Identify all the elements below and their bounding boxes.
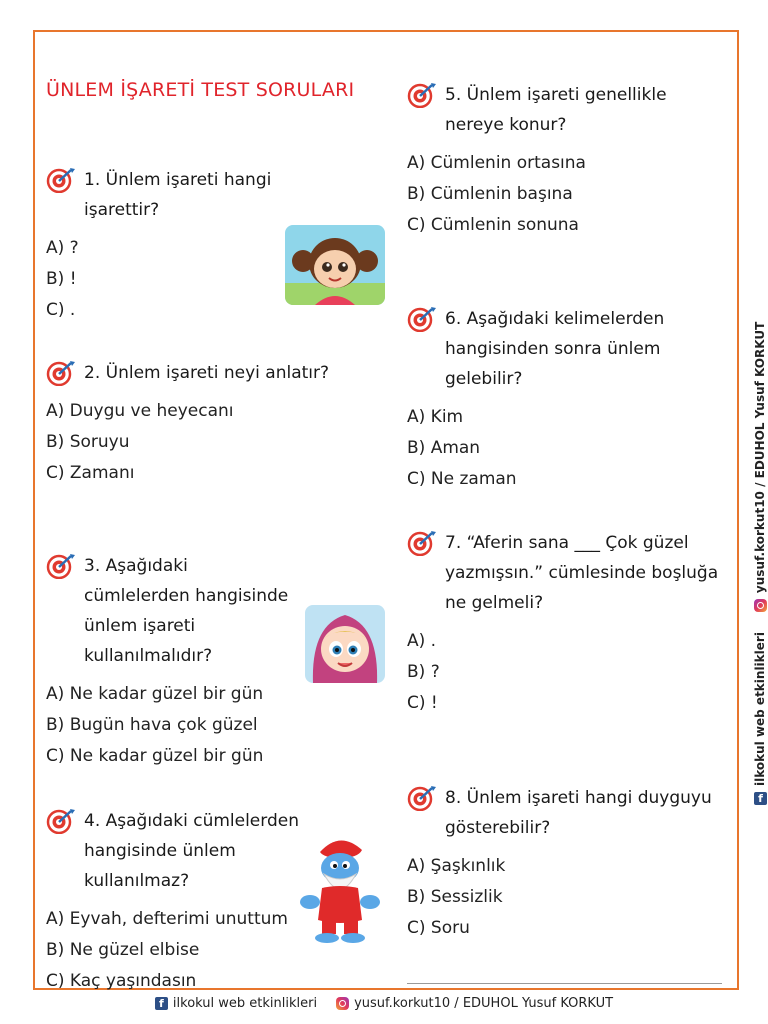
facebook-icon: f — [155, 997, 168, 1010]
target-arrow-icon — [46, 360, 76, 386]
option-a[interactable]: A) Eyvah, defterimi unuttum — [46, 909, 288, 929]
target-arrow-icon — [407, 82, 437, 108]
option-a[interactable]: A) Şaşkınlık — [407, 856, 506, 876]
footer-facebook-text: ilkokul web etkinlikleri — [172, 996, 318, 1011]
option-b[interactable]: B) Cümlenin başına — [407, 184, 573, 204]
question-4 — [46, 806, 301, 997]
option-b[interactable]: B) Ne güzel elbise — [46, 940, 200, 960]
girl-cartoon-image — [285, 225, 385, 305]
target-arrow-icon — [407, 530, 437, 556]
question-text: 2. Ünlem işareti neyi anlatır? — [84, 363, 330, 383]
option-c[interactable]: C) Cümlenin sonuna — [407, 215, 579, 235]
instagram-icon — [336, 997, 349, 1010]
question-text: 6. Aşağıdaki kelimelerden hangisinden sonra ünlem gelebilir? — [445, 309, 665, 389]
question-text: 1. Ünlem işareti hangi işarettir? — [84, 170, 272, 220]
option-b[interactable]: B) ! — [46, 269, 77, 289]
option-c[interactable]: C) Kaç yaşındasın — [46, 971, 197, 991]
target-arrow-icon — [46, 167, 76, 193]
option-a[interactable]: A) Cümlenin ortasına — [407, 153, 586, 173]
option-b[interactable]: B) Sessizlik — [407, 887, 503, 907]
question-7 — [407, 528, 729, 719]
sidebar-credit — [742, 321, 767, 805]
option-c[interactable]: C) Zamanı — [46, 463, 135, 483]
footer-divider — [407, 983, 722, 984]
option-a[interactable]: A) Duygu ve heyecanı — [46, 401, 234, 421]
target-arrow-icon — [407, 785, 437, 811]
option-a[interactable]: A) Ne kadar güzel bir gün — [46, 684, 264, 704]
option-c[interactable]: C) ! — [407, 693, 438, 713]
option-a[interactable]: A) Kim — [407, 407, 464, 427]
instagram-icon — [754, 599, 767, 612]
option-c[interactable]: C) Soru — [407, 918, 470, 938]
sidebar-instagram-text: yusuf.korkut10 / EDUHOL Yusuf KORKUT — [753, 321, 767, 594]
question-text: 7. “Aferin sana ___ Çok güzel yazmışsın.” cümlesinde boşluğa ne gelmeli? — [445, 533, 719, 613]
footer-instagram-text: yusuf.korkut10 / EDUHOL Yusuf KORKUT — [354, 996, 614, 1011]
option-b[interactable]: B) Soruyu — [46, 432, 130, 452]
option-b[interactable]: B) Aman — [407, 438, 481, 458]
option-a[interactable]: A) . — [407, 631, 437, 651]
sidebar-facebook-text: ilkokul web etkinlikleri — [753, 632, 767, 786]
option-b[interactable]: B) Bugün hava çok güzel — [46, 715, 258, 735]
question-6 — [407, 304, 727, 495]
facebook-icon: f — [754, 792, 767, 805]
worksheet-title: ÜNLEM İŞARETİ TEST SORULARI — [46, 79, 355, 101]
question-5 — [407, 80, 727, 241]
target-arrow-icon — [46, 553, 76, 579]
masha-cartoon-image — [305, 605, 385, 683]
question-text: 3. Aşağıdaki cümlelerden hangisinde ünlem işareti kullanılmalıdır? — [84, 556, 289, 666]
question-2 — [46, 358, 366, 489]
option-a[interactable]: A) ? — [46, 238, 79, 258]
question-text: 8. Ünlem işareti hangi duyguyu gösterebilir? — [445, 788, 712, 838]
question-3 — [46, 551, 296, 772]
papa-smurf-image — [298, 832, 382, 944]
option-c[interactable]: C) Ne kadar güzel bir gün — [46, 746, 264, 766]
option-c[interactable]: C) . — [46, 300, 76, 320]
question-text: 4. Aşağıdaki cümlelerden hangisinde ünlem kullanılmaz? — [84, 811, 299, 891]
option-b[interactable]: B) ? — [407, 662, 440, 682]
option-c[interactable]: C) Ne zaman — [407, 469, 517, 489]
target-arrow-icon — [407, 306, 437, 332]
question-8 — [407, 783, 727, 944]
question-text: 5. Ünlem işareti genellikle nereye konur? — [445, 85, 667, 135]
target-arrow-icon — [46, 808, 76, 834]
footer-credit — [0, 996, 768, 1011]
